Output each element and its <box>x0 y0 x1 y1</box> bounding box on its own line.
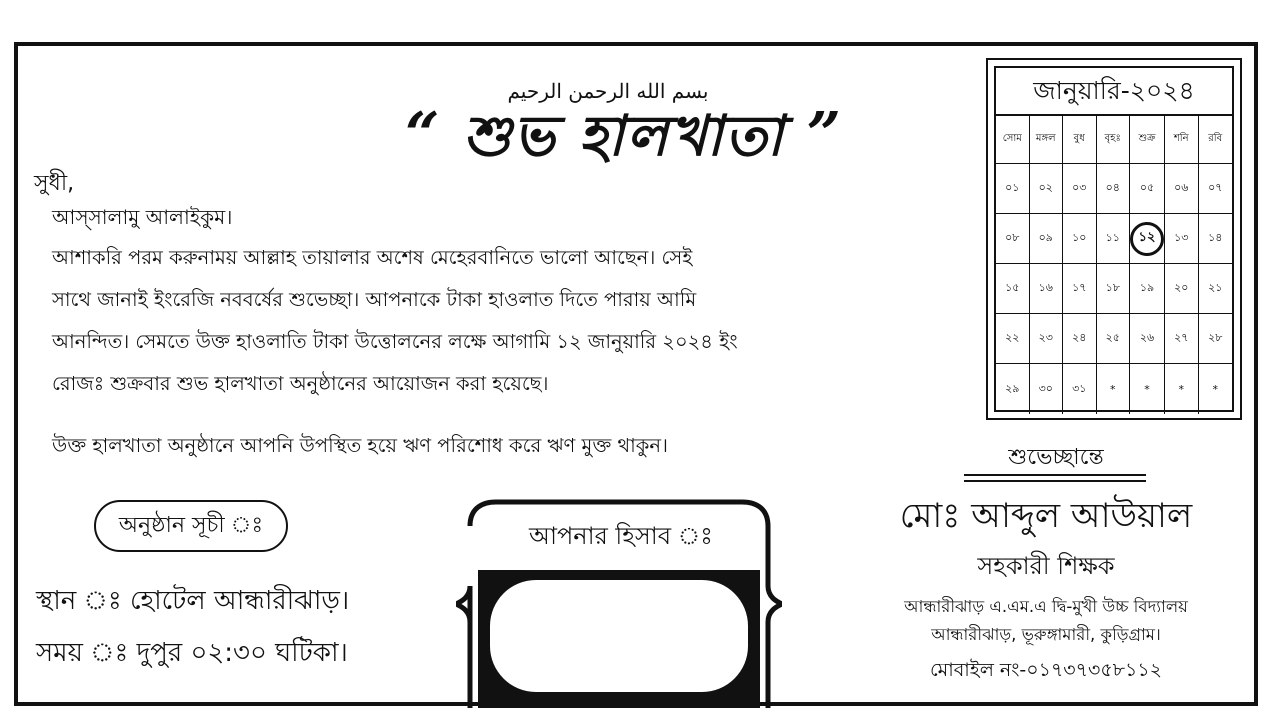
calendar-frame <box>994 66 1234 412</box>
sender-school: আন্ধারীঝাড় এ.এম.এ দ্বি-মুখী উচ্চ বিদ্যালয় <box>904 597 1188 616</box>
calendar-grid <box>996 116 1232 414</box>
calendar-day: ২৬ <box>1130 314 1165 364</box>
calendar-day: ৩১ <box>1063 364 1097 414</box>
title-open-quote: “ <box>404 100 442 170</box>
greeting: আস্‌সালামু আলাইকুম। <box>52 205 233 229</box>
letter-line: রোজঃ শুক্রবার শুভ হালখাতা অনুষ্ঠানের আয়োজন করা হয়েছে। <box>52 372 549 395</box>
calendar-day: * <box>1130 364 1165 414</box>
calendar-day: * <box>1097 364 1131 414</box>
calendar-box <box>986 58 1242 420</box>
calendar-day-highlighted <box>1130 214 1165 264</box>
calendar-day: * <box>1212 382 1218 396</box>
account-blank-area <box>490 580 748 692</box>
calendar-day: ৩০ <box>1030 364 1064 414</box>
calendar-day: ২৫ <box>1097 314 1131 364</box>
sender-mobile: মোবাইল নং-০১৭৩৭৩৫৮১১২ <box>929 659 1163 681</box>
calendar-day: ০৮ <box>996 214 1030 264</box>
calendar-day: ২০ <box>1165 264 1199 314</box>
letter-line: আনন্দিত। সেমতে উক্ত হাওলাতি টাকা উত্তোলনের লক্ষে আগামি ১২ জানুয়ারি ২০২৪ ইং <box>52 330 738 353</box>
weekday-header: শনি <box>1165 116 1199 164</box>
bismillah-calligraphy: بسم الله الرحمن الرحيم <box>507 79 709 103</box>
letter-line: আশাকরি পরম করুনাময় আল্লাহ তায়ালার অশেষ মেহেরবানিতে ভালো আছেন। সেই <box>52 246 693 269</box>
letter-line: সাথে জানাই ইংরেজি নববর্ষের শুভেচ্ছা। আপনাকে টাকা হাওলাত দিতে পারায় আমি <box>52 288 697 311</box>
calendar-day: ২৮ <box>1199 314 1233 364</box>
calendar-day: ২১ <box>1199 264 1233 314</box>
calendar-day: ২৯ <box>996 364 1030 414</box>
calendar-day: ১৮ <box>1097 264 1131 314</box>
request-line: উক্ত হালখাতা অনুষ্ঠানে আপনি উপস্থিত হয়ে ঋণ পরিশোধ করে ঋণ মুক্ত থাকুন। <box>52 434 669 457</box>
calendar-day: ১৪ <box>1199 214 1233 264</box>
calendar-day: ২৪ <box>1063 314 1097 364</box>
time-row: সময় ঃ দুপুর ০২:৩০ ঘটিকা। <box>36 638 348 668</box>
title-text: শুভ হালখাতা <box>462 103 786 169</box>
calendar-day: ০১ <box>996 164 1030 214</box>
venue-row: স্থান ঃ হোটেল আন্ধারীঝাড়। <box>36 586 350 616</box>
calendar-day: ০২ <box>1030 164 1064 214</box>
sender-designation: সহকারী শিক্ষক <box>977 552 1115 580</box>
title-close-quote: ” <box>806 100 844 170</box>
calendar-day: ১১ <box>1097 214 1131 264</box>
calendar-day: ১৯ <box>1130 264 1165 314</box>
calendar-day: ২২ <box>996 314 1030 364</box>
calendar-day: ০৩ <box>1063 164 1097 214</box>
sender-name: মোঃ আব্দুল আউয়াল <box>899 496 1193 536</box>
weekday-header: মঙ্গল <box>1030 116 1064 164</box>
calendar-day: ০৬ <box>1165 164 1199 214</box>
calendar-day: ০৪ <box>1097 164 1131 214</box>
calendar-day: * <box>1165 364 1199 414</box>
closing-underline <box>964 480 1146 482</box>
weekday-header: শুক্র <box>1130 116 1165 164</box>
weekday-header: রবি <box>1199 116 1233 164</box>
calendar-day: ১৩ <box>1165 214 1199 264</box>
calendar-day: ১০ <box>1063 214 1097 264</box>
weekday-header: সোম <box>996 116 1030 164</box>
calendar-day: ১৭ <box>1063 264 1097 314</box>
calendar-day: ০৭ <box>1199 164 1233 214</box>
account-label: আপনার হিসাব ঃ <box>529 522 713 550</box>
calendar-title: জানুয়ারি-২০২৪ <box>996 68 1232 116</box>
calendar-day: ১৬ <box>1030 264 1064 314</box>
card-title <box>294 90 954 180</box>
calendar-day: ২৭ <box>1165 314 1199 364</box>
calendar-day: ১৫ <box>996 264 1030 314</box>
program-schedule-badge: অনুষ্ঠান সূচী ঃ <box>94 500 288 552</box>
closing-greeting: শুভেচ্ছান্তে <box>1008 445 1104 470</box>
weekday-header: বুধ <box>1063 116 1097 164</box>
salutation: সুধী, <box>34 171 75 196</box>
calendar-day: ০৫ <box>1130 164 1165 214</box>
calendar-day: ২৩ <box>1030 314 1064 364</box>
highlighted-date: ১২ <box>1130 222 1164 256</box>
sender-address: আন্ধারীঝাড়, ভূরুঙ্গামারী, কুড়িগ্রাম। <box>931 625 1161 644</box>
closing-underline <box>964 474 1146 476</box>
calendar-day: ০৯ <box>1030 214 1064 264</box>
weekday-header: বৃহঃ <box>1097 116 1131 164</box>
